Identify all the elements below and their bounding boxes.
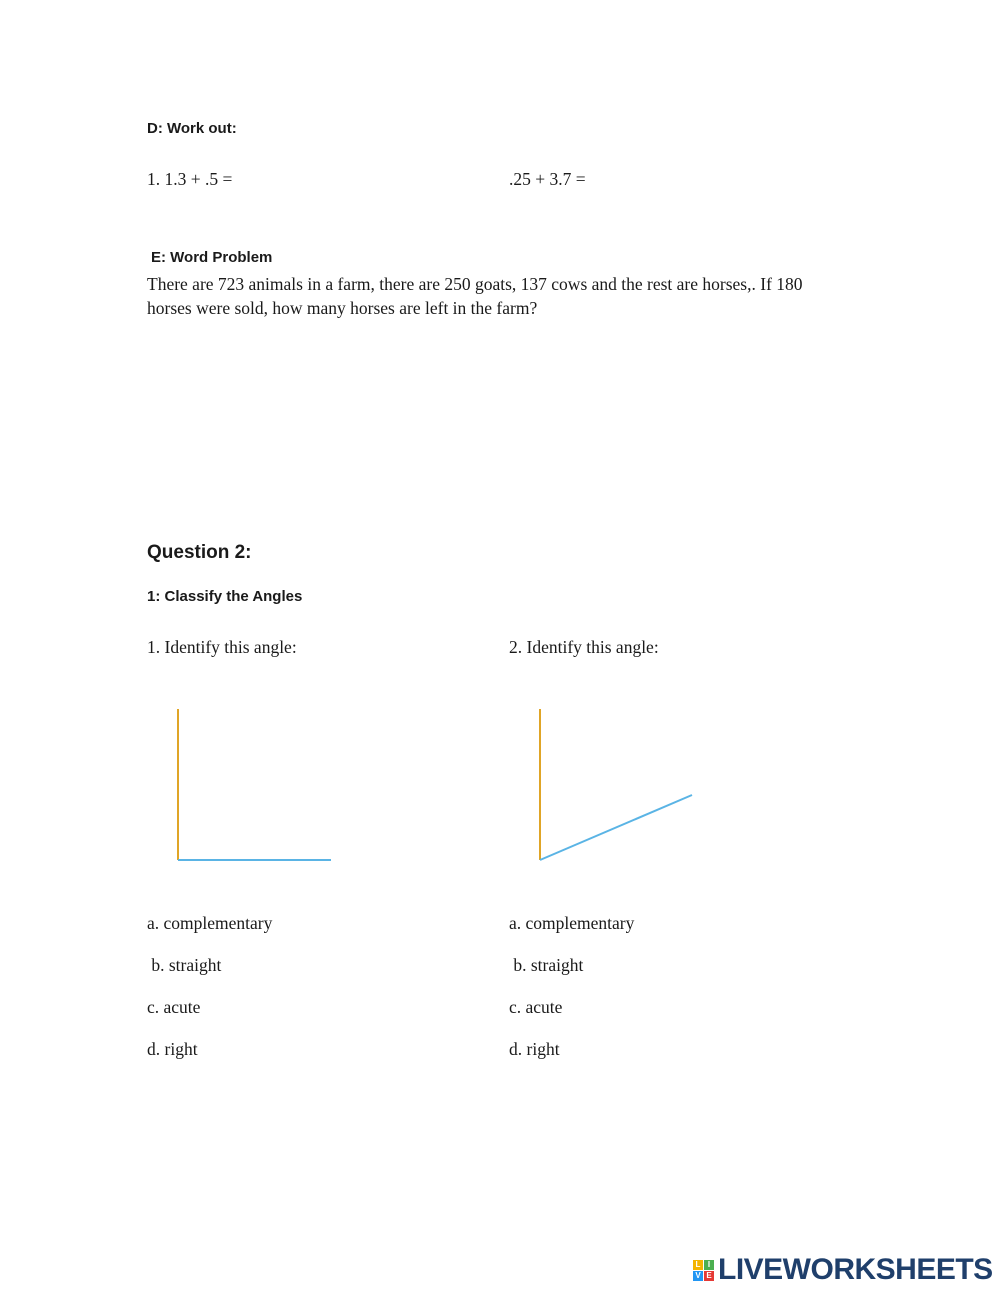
angle-2-option-b[interactable]: b. straight: [509, 955, 584, 975]
angle-2-figure: [532, 700, 702, 870]
question-2-heading: Question 2:: [147, 542, 252, 563]
section-d-heading: D: Work out:: [147, 120, 237, 137]
logo-mark-letter: E: [704, 1271, 714, 1281]
angle-1-prompt: 1. Identify this angle:: [147, 637, 297, 657]
liveworksheets-logo-mark: [693, 1260, 714, 1281]
angle-1-option-b[interactable]: b. straight: [147, 955, 222, 975]
logo-mark-letter: I: [704, 1260, 714, 1270]
angle-2-prompt: 2. Identify this angle:: [509, 637, 659, 657]
liveworksheets-logo-text: LIVEWORKSHEETS: [718, 1253, 993, 1286]
angle-2-option-a[interactable]: a. complementary: [509, 913, 635, 933]
angle-2-option-d[interactable]: d. right: [509, 1039, 560, 1059]
angle-1-option-c[interactable]: c. acute: [147, 997, 201, 1017]
angle-1-option-a[interactable]: a. complementary: [147, 913, 273, 933]
logo-mark-letter: V: [693, 1271, 703, 1281]
angle-2-slanted-ray: [540, 795, 692, 860]
section-e-heading: E: Word Problem: [151, 249, 273, 266]
classify-angles-subheading: 1: Classify the Angles: [147, 588, 303, 605]
liveworksheets-logo[interactable]: [693, 1253, 993, 1287]
work-out-problem-1: 1. 1.3 + .5 =: [147, 169, 233, 189]
angle-2-option-c[interactable]: c. acute: [509, 997, 563, 1017]
word-problem-text: There are 723 animals in a farm, there are 250 goats, 137 cows and the rest are horses,. If 180 horses were sold, how many horses are left in the farm?: [147, 274, 803, 318]
angle-1-option-d[interactable]: d. right: [147, 1039, 198, 1059]
work-out-problem-2: .25 + 3.7 =: [509, 169, 586, 189]
angle-1-figure: [170, 700, 340, 870]
logo-mark-letter: L: [693, 1260, 703, 1270]
